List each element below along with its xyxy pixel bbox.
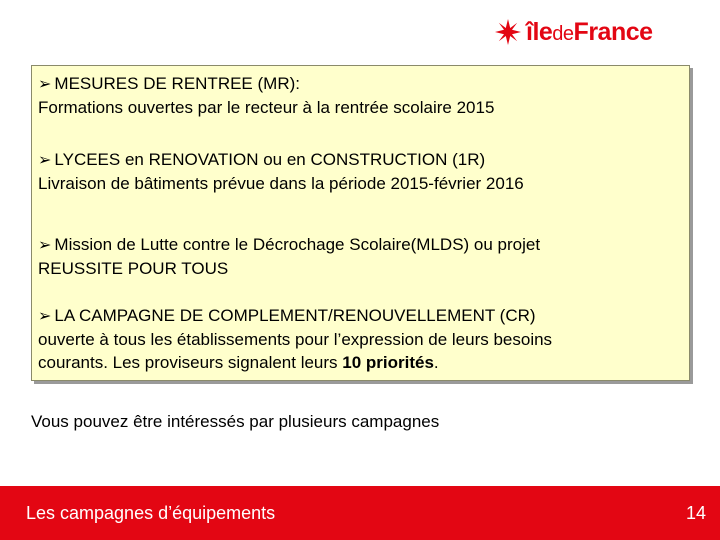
page-number: 14 bbox=[685, 503, 706, 523]
list-item-lycees bbox=[38, 148, 683, 195]
item-heading: Mission de Lutte contre le Décrochage Scolaire(MLDS) ou projet bbox=[54, 235, 541, 254]
item-heading: LYCEES en RENOVATION ou en CONSTRUCTION (1R) bbox=[54, 150, 486, 169]
footer-title: Les campagnes d’équipements bbox=[26, 503, 276, 523]
list-item-mesures-rentree bbox=[38, 72, 683, 119]
footer-bar bbox=[0, 486, 720, 540]
info-panel bbox=[31, 65, 690, 381]
star-burst-icon bbox=[494, 18, 522, 46]
item-description: ouverte à tous les établissements pour l’expression de leurs besoins bbox=[38, 330, 553, 349]
arrow-bullet-icon: ➢ bbox=[38, 76, 52, 93]
item-heading: LA CAMPAGNE DE COMPLEMENT/RENOUVELLEMENT (CR) bbox=[54, 306, 536, 325]
arrow-bullet-icon: ➢ bbox=[38, 152, 52, 169]
campaigns-note: Vous pouvez être intéressés par plusieurs campagnes bbox=[31, 412, 440, 431]
logo-wordmark: îledeFrance bbox=[526, 17, 653, 46]
ile-de-france-logo bbox=[494, 14, 684, 50]
list-item-campagne-cr bbox=[38, 304, 683, 374]
list-item-mlds bbox=[38, 233, 683, 280]
item-description-line3: courants. Les proviseurs signalent leurs 10 priorités. bbox=[38, 353, 439, 372]
item-description: Formations ouvertes par le recteur à la rentrée scolaire 2015 bbox=[38, 98, 495, 117]
item-description: REUSSITE POUR TOUS bbox=[38, 259, 229, 278]
arrow-bullet-icon: ➢ bbox=[38, 308, 52, 325]
priorities-emphasis: 10 priorités bbox=[342, 353, 434, 372]
arrow-bullet-icon: ➢ bbox=[38, 237, 52, 254]
item-description: Livraison de bâtiments prévue dans la période 2015-février 2016 bbox=[38, 174, 524, 193]
item-heading: MESURES DE RENTREE (MR): bbox=[54, 74, 300, 93]
